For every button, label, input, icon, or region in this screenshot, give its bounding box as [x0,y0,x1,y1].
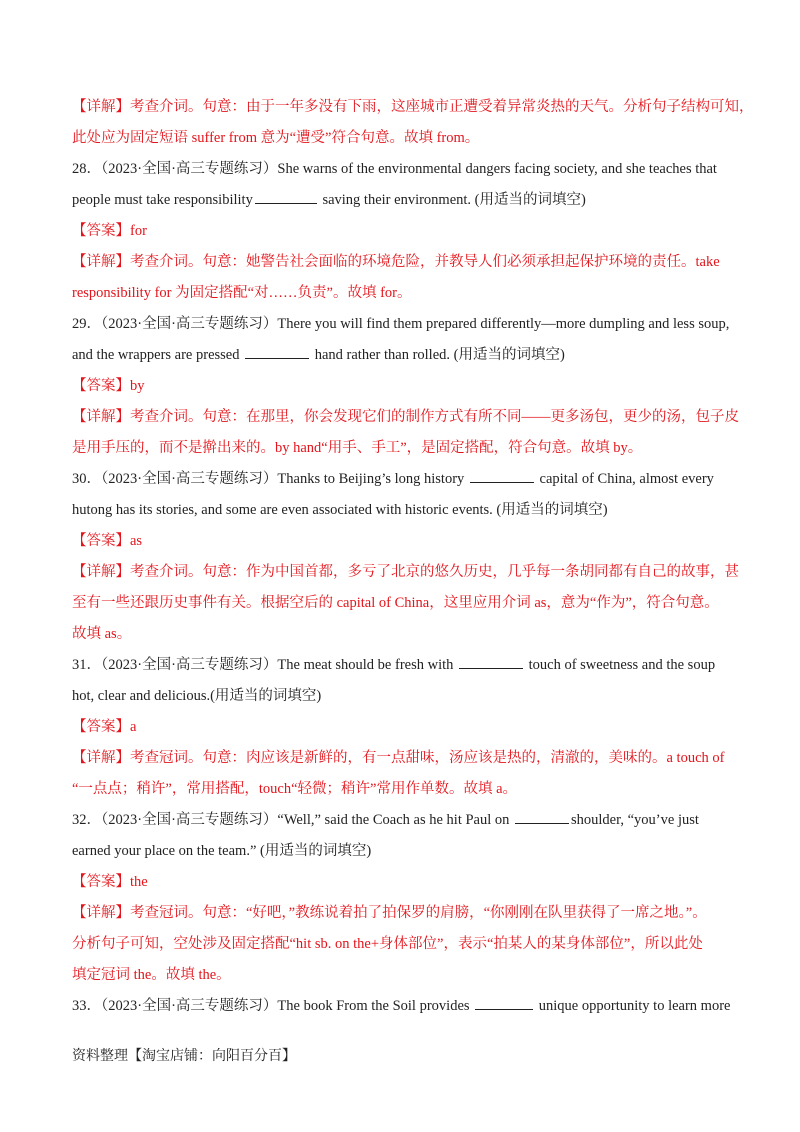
line-text: “一点点；稍许”，常用搭配，touch“轻微；稍许”常用作单数。故填 a。 [72,781,518,797]
line-text: 【详解】考查冠词。句意：肉应该是新鲜的，有一点甜味，汤应该是热的，清澈的，美味的。a touch of [72,750,725,766]
line-text: 【答案】a [72,719,137,735]
line-text: and the wrappers are pressed [72,347,244,363]
explanation-line [72,743,732,774]
line-text: people must take responsibility [72,192,253,208]
line-text: 【详解】考查介词。句意：她警告社会面临的环境危险，并教导人们必须承担起保护环境的责任。take [72,254,720,270]
line-text: 【详解】考查介词。句意：由于一年多没有下雨，这座城市正遭受着异常炎热的天气。分析句子结构可知， [72,99,754,115]
document-body [72,92,754,1022]
line-text: 29．（2023·全国·高三专题练习）There you will find them prepared differently—more dumpling and less soup, [72,316,730,332]
fill-in-blank [245,344,309,359]
fill-in-blank [255,189,317,204]
explanation-line [72,371,732,402]
line-text: 32．（2023·全国·高三专题练习）“Well,” said the Coach as he hit Paul on [72,812,514,828]
line-text: 31．（2023·全国·高三专题练习）The meat should be fresh with [72,657,457,673]
explanation-line [72,867,732,898]
line-text: 【详解】考查介词。句意：在那里，你会发现它们的制作方式有所不同——更多汤包，更少的汤，包子皮 [72,409,739,425]
question-line [72,309,732,340]
explanation-line [72,898,732,929]
line-text: 【详解】考查介词。句意：作为中国首都，多亏了北京的悠久历史，几乎每一条胡同都有自己的故事，甚 [72,564,739,580]
question-line [72,464,732,495]
explanation-line [72,960,732,991]
line-text: 故填 as。 [72,626,132,642]
explanation-line [72,433,732,464]
line-text: hutong has its stories, and some are even associated with historic events. (用适当的词填空) [72,502,608,518]
explanation-line [72,557,739,588]
line-text: saving their environment. (用适当的词填空) [318,192,586,208]
question-line [72,836,732,867]
line-text: shoulder, “you’ve just [571,812,699,828]
line-text: 填定冠词 the。故填 the。 [72,967,231,983]
question-line [72,340,732,371]
line-text: hand rather than rolled. (用适当的词填空) [311,347,565,363]
question-line [72,154,732,185]
explanation-line [72,619,732,650]
line-text: 至有一些还跟历史事件有关。根据空后的 capital of China，这里应用介词 as，意为“作为”，符合句意。 [72,595,719,611]
line-text: 33．（2023·全国·高三专题练习）The book From the Soil provides [72,998,474,1014]
question-line [72,495,732,526]
explanation-line [72,588,732,619]
question-line [72,185,732,216]
line-text: 此处应为固定短语 suffer from 意为“遭受”符合句意。故填 from。 [72,130,480,146]
explanation-line [72,278,732,309]
line-text: responsibility for 为固定搭配“对……负责”。故填 for。 [72,285,412,301]
question-line [72,650,732,681]
explanation-line [72,402,739,433]
line-text: capital of China, almost every [535,471,714,487]
line-text: 分析句子可知，空处涉及固定搭配“hit sb. on the+身体部位”，表示“拍某人的某身体部位”，所以此处 [72,936,703,952]
question-line [72,805,732,836]
line-text: hot, clear and delicious.(用适当的词填空) [72,688,322,704]
explanation-line [72,929,732,960]
fill-in-blank [475,995,533,1010]
line-text: 是用手压的，而不是擀出来的。by hand“用手、手工”，是固定搭配，符合句意。故填 by。 [72,440,643,456]
line-text: 【答案】by [72,378,145,394]
fill-in-blank [515,809,569,824]
explanation-line [72,526,732,557]
fill-in-blank [470,468,534,483]
line-text: 【答案】for [72,223,147,239]
line-text: 【答案】the [72,874,148,890]
line-text: earned your place on the team.” (用适当的词填空) [72,843,372,859]
page-footer: 资料整理【淘宝店铺：向阳百分百】 [72,1049,296,1064]
fill-in-blank [459,654,523,669]
explanation-line [72,247,732,278]
explanation-line [72,92,754,123]
line-text: touch of sweetness and the soup [525,657,716,673]
question-line [72,681,732,712]
line-text: 28．（2023·全国·高三专题练习）She warns of the environmental dangers facing society, and she teaches that [72,161,717,177]
question-line [72,991,732,1022]
explanation-line [72,123,732,154]
line-text: 【详解】考查冠词。句意：“好吧，”教练说着拍了拍保罗的肩膀，“你刚刚在队里获得了一席之地。”。 [72,905,707,921]
line-text: unique opportunity to learn more [535,998,731,1014]
explanation-line [72,712,732,743]
explanation-line [72,774,732,805]
explanation-line [72,216,732,247]
line-text: 【答案】as [72,533,143,549]
line-text: 30．（2023·全国·高三专题练习）Thanks to Beijing’s long history [72,471,468,487]
